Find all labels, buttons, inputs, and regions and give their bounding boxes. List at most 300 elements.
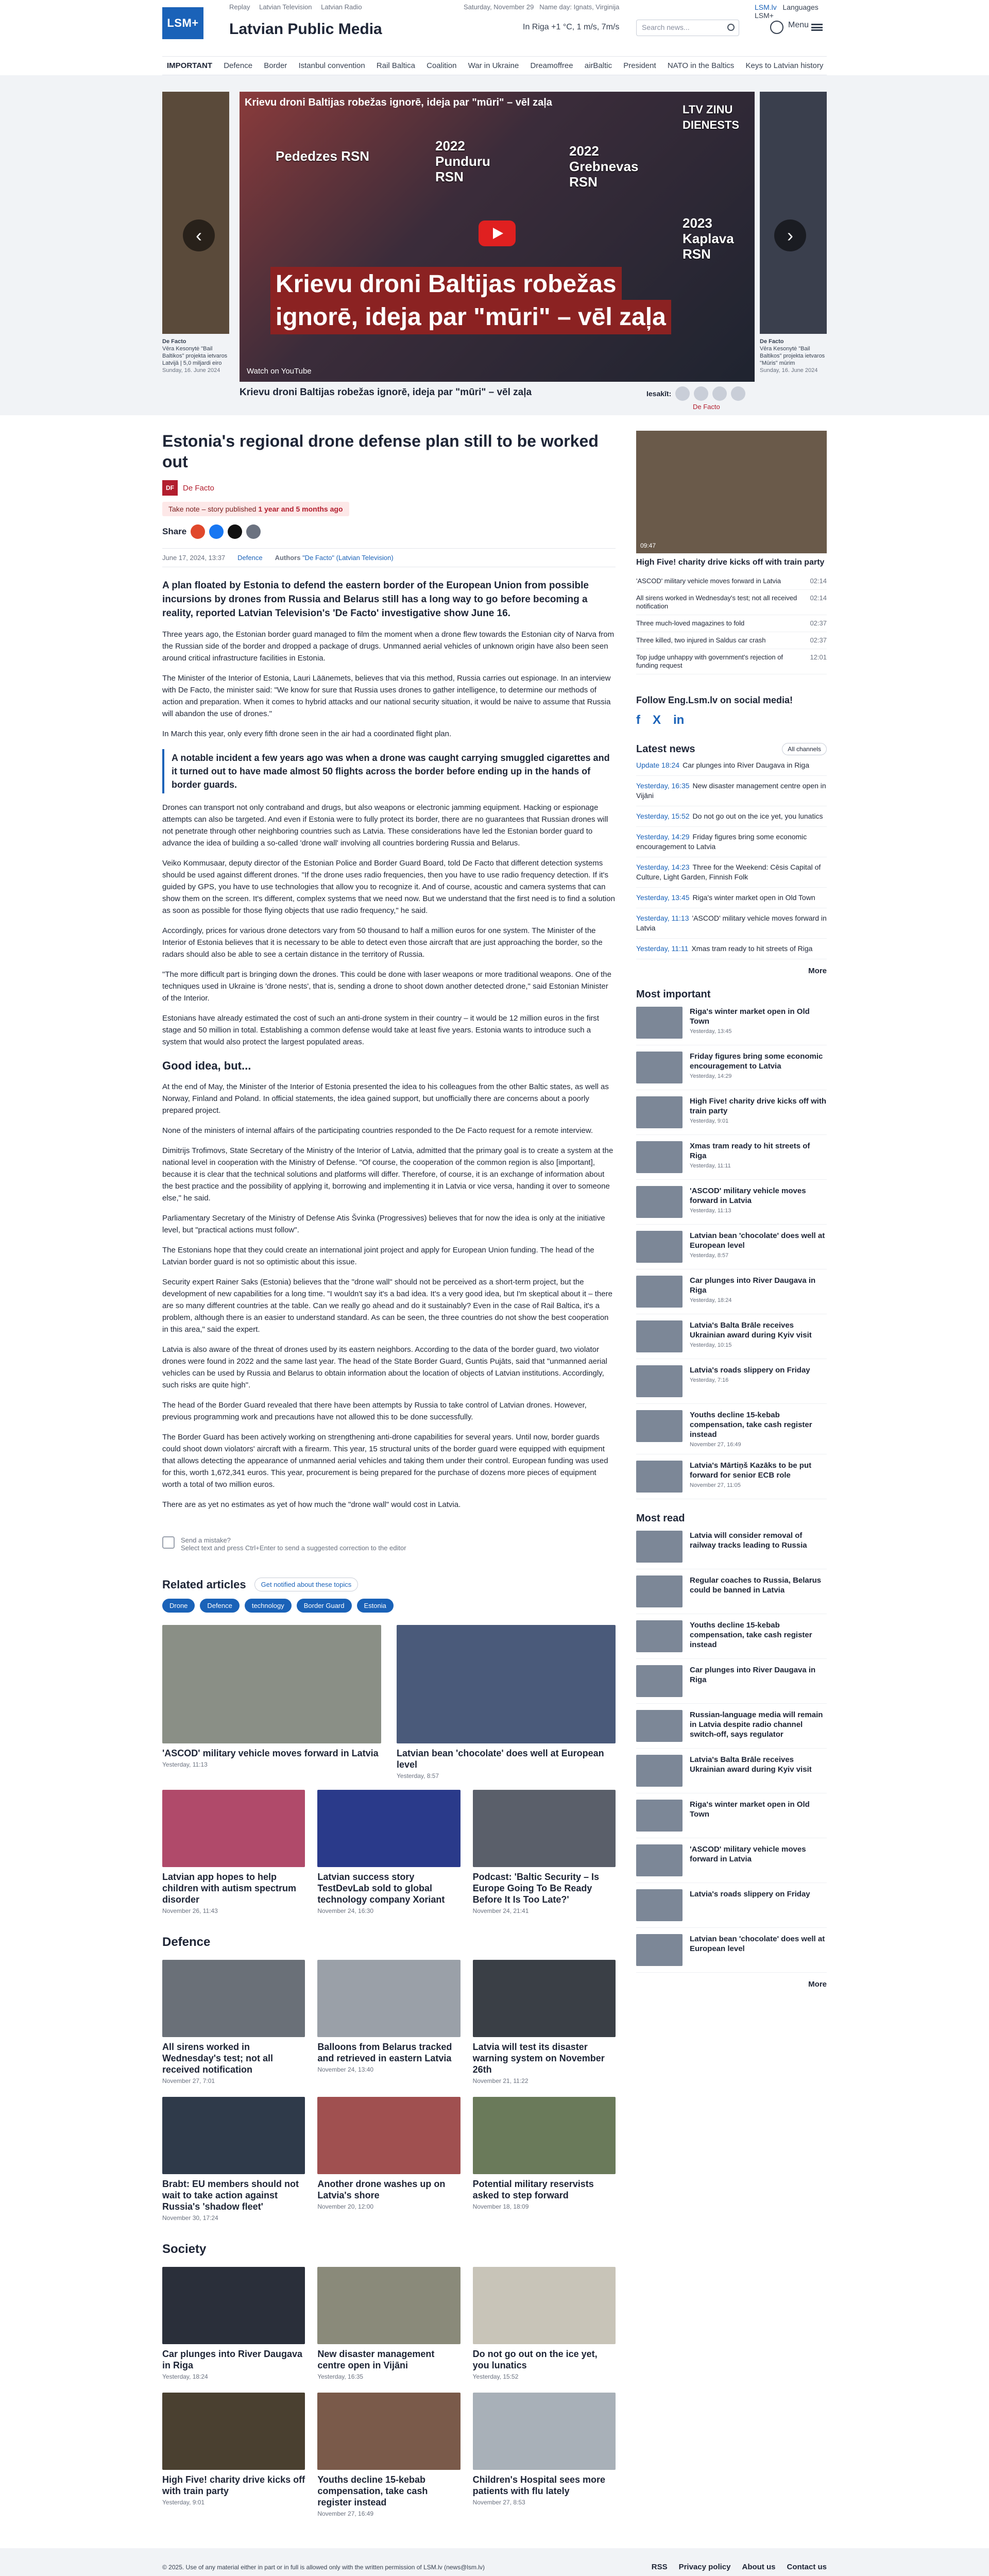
main-content [162,431,827,2517]
latest-list [636,755,827,959]
facebook-icon[interactable]: f [636,713,640,727]
important-item[interactable] [636,1454,827,1499]
video-item-title[interactable]: Three much-loved magazines to fold [636,619,745,627]
read-item[interactable] [636,1838,827,1883]
pencil-icon [162,1536,175,1549]
video-item-time: 02:14 [810,594,827,602]
item-thumb[interactable] [636,1461,683,1493]
latest-time: Yesterday, 14:29 [636,833,690,841]
item-title[interactable]: Latvia's roads slippery on Friday [690,1366,810,1375]
paragraph: Parliamentary Secretary of the Ministry of Defense Atis Švinka (Progressives) believes that for now the idea is only at the initiative level, but "practical actions must follow". [162,1214,605,1234]
item-title[interactable]: Latvian bean 'chocolate' does well at European level [690,1935,825,1953]
item-title[interactable]: Latvian bean 'chocolate' does well at European level [690,1231,825,1250]
latest-title-text[interactable]: Riga's winter market open in Old Town [692,893,815,902]
society-card[interactable] [317,2267,460,2380]
item-thumb[interactable] [636,1620,683,1652]
map-label-grebnevas: 2022 Grebnevas RSN [569,143,639,190]
video-list-item[interactable] [636,632,827,649]
article-title: Estonia's regional drone defense plan still to be worked out [162,432,599,471]
item-title[interactable]: Latvia's Mārtiņš Kazāks to be put forward for senior ECB role [690,1461,812,1480]
card-title[interactable]: Do not go out on the ice yet, you lunatics [472,2349,598,2370]
defence-card[interactable] [473,2097,616,2222]
card-date: Yesterday, 18:24 [162,2373,208,2380]
latest-item[interactable] [636,857,827,888]
society-card[interactable] [473,2267,616,2380]
card-date: Yesterday, 11:13 [162,1761,208,1768]
paragraph: Accordingly, prices for various drone detectors vary from 50 thousand to half a million euros for one system. The Minister of the Interior of Estonia believes that it is necessary to be able to detect even those aircraft that are just approaching the border, so the radars should also be able to see a certain distance in the territory of Russia. [162,926,603,959]
card-image[interactable] [397,1625,616,1743]
next-cap-title: De Facto [760,338,784,345]
defence-card[interactable] [473,1960,616,2084]
latest-title-text[interactable]: Car plunges into River Daugava in Riga [683,761,809,769]
article-subheading: Good idea, but... [162,1059,251,1072]
item-date: Yesterday, 7:16 [690,1377,729,1383]
card-title[interactable]: Podcast: 'Baltic Security – Is Europe Going To Be Ready Before It Is Too Late?' [472,1872,600,1905]
nav-keys-history[interactable]: Keys to Latvian history [745,61,824,70]
card-title[interactable]: Latvia will test its disaster warning system on November 26th [472,2042,605,2075]
important-item[interactable] [636,1269,827,1314]
toplink-lr[interactable]: Latvian Radio [321,3,362,11]
item-thumb[interactable] [636,1844,683,1876]
article-lead: A plan floated by Estonia to defend the eastern border of the European Union from possible incursions by drones from Russia and Belarus still has a long way to go before becoming a reality, reported Latvian Television's 'De Facto' investigative show June 16. [162,580,589,619]
prev-cap-title: De Facto [162,338,186,345]
card-title[interactable]: 'ASCOD' military vehicle moves forward in Latvia [162,1748,379,1758]
x-icon[interactable]: X [653,713,661,727]
item-thumb[interactable] [636,1755,683,1787]
society-card[interactable] [473,2393,616,2517]
paragraph: None of the ministers of internal affairs of the participating countries responded to the De Facto request for a remote interview. [162,1126,593,1135]
item-thumb[interactable] [636,1096,683,1128]
nav-war-ukraine[interactable]: War in Ukraine [468,61,519,70]
card-title[interactable]: High Five! charity drive kicks off with train party [162,2475,305,2496]
mistake-hint: Select text and press Ctrl+Enter to send a suggested correction to the editor [181,1544,406,1552]
item-title[interactable]: Latvia will consider removal of railway tracks leading to Russia [690,1531,807,1550]
defence-card[interactable] [162,1960,305,2084]
nav-nato[interactable]: NATO in the Baltics [667,61,735,70]
share-label: Share [162,527,187,536]
video-item-title[interactable]: 'ASCOD' military vehicle moves forward in Latvia [636,577,781,585]
item-thumb[interactable] [636,1410,683,1442]
nav-border[interactable]: Border [264,61,287,70]
card-date: November 27, 16:49 [317,2510,374,2517]
article-share [162,524,616,539]
video-list-item[interactable] [636,615,827,632]
map-label-pededzes: Pededzes RSN [276,148,370,164]
card-image[interactable] [473,2267,616,2344]
item-title[interactable]: Youths decline 15-kebab compensation, take cash register instead [690,1411,812,1439]
society-card[interactable] [317,2393,460,2517]
latest-title-text[interactable]: Do not go out on the ice yet, you lunatics [692,812,823,820]
important-item[interactable] [636,1090,827,1135]
card-title[interactable]: Balloons from Belarus tracked and retrieved in eastern Latvia [317,2042,452,2063]
latest-item[interactable] [636,908,827,939]
article-rubric[interactable]: Defence [237,554,263,562]
nav-important: IMPORTANT [167,61,213,70]
latest-title-text[interactable]: Three for the Weekend: Cēsis Capital of Culture, Light Garden, Finnish Folk [636,863,821,881]
important-item[interactable] [636,1135,827,1180]
hero-share [646,386,745,401]
video-item-time: 02:37 [810,619,827,627]
related-card[interactable] [162,1625,381,1780]
sidebar [636,431,827,2517]
search-input[interactable] [636,20,739,36]
latest-item[interactable] [636,888,827,908]
tag-technology[interactable]: technology [245,1599,292,1613]
hamburger-icon[interactable] [811,24,823,31]
video-list-item[interactable] [636,573,827,590]
item-thumb[interactable] [636,1007,683,1039]
map-label-kaplava: 2023 Kaplava RSN [683,215,734,262]
important-item[interactable] [636,1045,827,1090]
most-important-title: Most important [636,989,711,1000]
card-title[interactable]: Youths decline 15-kebab compensation, take cash register instead [317,2475,428,2507]
read-item[interactable] [636,1659,827,1704]
read-item[interactable] [636,1569,827,1614]
paragraph: Dimitrijs Trofimovs, State Secretary of the Ministry of the Interior of Latvia, admitted that the primary goal is to create a system at the national level in cooperation with the Ministry of Defense. "Of course, the cooperation of the common region is also [important], because it is clear that the technical solutions and platforms will differ. Therefore, of course, it is an exchange of information about the best practice and the possibility of applying it, borrowing and implementing it in Latvia or vice versa, handing it over to someone else," he said. [162,1146,613,1202]
video-player[interactable] [240,92,755,382]
copy-link-icon[interactable] [246,524,261,539]
card-image[interactable] [473,1790,616,1867]
prev-video-thumb[interactable] [162,92,229,334]
card-title[interactable]: Latvian bean 'chocolate' does well at European level [397,1748,604,1770]
lang-label[interactable]: Languages [782,3,819,11]
notice-text: Take note – story published [168,505,257,513]
next-cap-text: Vēra Kesonytė "Bail Baltikos" projekta ietvaros "Mūris" mūrim [760,346,825,366]
card-image[interactable] [473,2393,616,2470]
lang-current[interactable] [755,3,827,20]
footer-about[interactable]: About us [742,2563,776,2571]
latest-time: Yesterday, 11:13 [636,914,689,922]
latest-title-text[interactable]: New disaster management centre open in Vijāni [636,782,826,800]
paragraph: Latvia is also aware of the threat of drones used by its eastern neighbors. According to the data of the border guard, two violator drones were found in 2022 and the same last year. The head of the State Border Guard, Guntis Pujāts, said that "unmanned aerial vehicles can be used by Russia and Belarus to obtain information about the location of objects of Latvian institutions. Accordingly, such risks are quite high". [162,1345,607,1389]
card-title[interactable]: New disaster management centre open in Vijāni [317,2349,435,2370]
item-thumb[interactable] [636,1710,683,1742]
user-icon[interactable] [770,21,783,34]
item-title[interactable]: Car plunges into River Daugava in Riga [690,1276,816,1295]
item-thumb[interactable] [636,1231,683,1263]
related-card[interactable] [397,1625,616,1780]
item-title[interactable]: Regular coaches to Russia, Belarus could be banned in Latvia [690,1576,822,1595]
latest-item[interactable] [636,827,827,857]
defence-section-title[interactable]: Defence [162,1935,211,1949]
share-draugiem-icon[interactable] [675,386,690,401]
topic-nav [162,57,827,75]
related-top [162,1625,616,1780]
paragraph: In March this year, only every fifth drone seen in the air had a coordinated flight plan. [162,730,452,738]
video-item-title[interactable]: Three killed, two injured in Saldus car crash [636,636,766,644]
carousel-next-icon[interactable]: › [774,219,806,251]
tag-estonia[interactable]: Estonia [357,1599,394,1613]
latest-item[interactable] [636,755,827,776]
lsm-logo[interactable]: LSM+ [162,7,203,39]
defence-grid [162,1960,616,2222]
draugiem-icon[interactable] [191,524,205,539]
item-date: Yesterday, 8:57 [690,1252,729,1259]
tag-defence[interactable]: Defence [200,1599,239,1613]
item-title[interactable]: Riga's winter market open in Old Town [690,1007,810,1026]
paragraph: Security expert Rainer Saks (Estonia) believes that the "drone wall" should not be perceived as a short-term project, but the development of new capabilities for a long time. "I wouldn't say it's a bad idea. It's a very good idea, but I'm skeptical about it – there are so many different countries at the table. Can we really go ahead and do it sustainably? Even in the case of Rail Baltica, it's a problem, although there is an easier to understand standard. As can be seen, the three countries do not show the best cooperation in this area," said the expert. [162,1278,612,1334]
article-authors [275,554,394,562]
nav-coalition[interactable]: Coalition [427,61,457,70]
card-image[interactable] [317,1960,460,2037]
video-item-time: 12:01 [810,653,827,661]
search-icon[interactable] [727,24,735,31]
item-title[interactable]: Friday figures bring some economic encouragement to Latvia [690,1052,823,1071]
hero-share-label: Iesakīt: [646,389,672,398]
card-title[interactable]: Potential military reservists asked to step forward [472,2179,594,2200]
most-important-list [636,1001,827,1499]
share-facebook-icon[interactable] [694,386,708,401]
footer-rss[interactable]: RSS [651,2563,668,2571]
video-item-title[interactable]: All sirens worked in Wednesday's test; not all received notification [636,594,797,610]
important-item[interactable] [636,1404,827,1454]
important-item[interactable] [636,1359,827,1404]
important-item[interactable] [636,1001,827,1045]
item-title[interactable]: Car plunges into River Daugava in Riga [690,1666,816,1684]
latest-title-text[interactable]: Friday figures bring some economic encouragement to Latvia [636,833,807,851]
card-image[interactable] [317,2267,460,2344]
card-date: Yesterday, 15:52 [472,2373,519,2380]
channels-dropdown[interactable]: All channels [782,743,827,755]
item-date: Yesterday, 18:24 [690,1297,732,1303]
related-card[interactable] [162,1790,305,1914]
tag-drone[interactable]: Drone [162,1599,195,1613]
date-bar [464,3,619,11]
toplink-ltv[interactable]: Latvian Television [259,3,312,11]
card-image[interactable] [162,1960,305,2037]
latest-item[interactable] [636,776,827,806]
card-image[interactable] [317,2393,460,2470]
weather-widget[interactable]: In Riga +1 °C, 1 m/s, 7m/s [523,23,620,31]
nav-rail-baltica[interactable]: Rail Baltica [376,61,415,70]
nav-istanbul[interactable]: Istanbul convention [298,61,365,70]
society-card[interactable] [162,2267,305,2380]
read-item[interactable] [636,1704,827,1749]
lang-lsmplus[interactable]: LSM+ [755,11,774,20]
facebook-icon[interactable] [209,524,224,539]
read-item[interactable] [636,1928,827,1973]
item-thumb[interactable] [636,1665,683,1697]
paragraph: The Border Guard has been actively working on strengthening anti-drone capabilities for several years. Until now, border guards could shoot down violators' aircraft with a firearm. This year, 15 structural units of the border guard were equipped with equipment that allows detecting the appearance of unmanned aerial vehicles and taking them under their control. European funding was used for this, worth 1,672,341 euros. This year, procurement is being prepared for the purchase of dozens more pieces of equipment worth a total of two million euros. [162,1433,608,1489]
card-title[interactable]: Brabt: EU members should not wait to take action against Russia's 'shadow fleet' [162,2179,299,2212]
card-date: Yesterday, 16:35 [317,2373,364,2380]
prev-cap-date: Sunday, 16. June 2024 [162,367,220,374]
item-date: Yesterday, 14:29 [690,1073,732,1079]
item-title[interactable]: Riga's winter market open in Old Town [690,1800,810,1819]
hero-video-title[interactable]: Krievu droni Baltijas robežas ignorē, ideja par "mūri" – vēl zaļa [240,387,532,398]
carousel-prev-icon[interactable]: ‹ [183,219,215,251]
item-thumb[interactable] [636,1365,683,1397]
footer-links [652,2563,827,2571]
card-date: November 30, 17:24 [162,2214,218,2222]
card-title[interactable]: All sirens worked in Wednesday's test; not all received notification [162,2042,273,2075]
share-x-icon[interactable] [712,386,727,401]
item-title[interactable]: 'ASCOD' military vehicle moves forward in Latvia [690,1187,806,1205]
defence-card[interactable] [317,1960,460,2084]
card-image[interactable] [317,2097,460,2174]
card-title[interactable]: Latvian app hopes to help children with autism spectrum disorder [162,1872,297,1905]
latest-more-button[interactable]: More [808,967,827,975]
item-thumb[interactable] [636,1531,683,1563]
item-title[interactable]: Xmas tram ready to hit streets of Riga [690,1142,810,1160]
defence-card[interactable] [317,2097,460,2222]
x-icon[interactable] [228,524,242,539]
card-title[interactable]: Children's Hospital sees more patients with flu lately [472,2475,606,2496]
nav-president[interactable]: President [623,61,656,70]
article-source[interactable] [162,480,616,496]
related-title: Related articles [162,1578,246,1591]
video-headline-2: ignorē, ideja par "mūri" – vēl zaļa [270,300,671,334]
authors-label: Authors [275,554,301,562]
item-thumb[interactable] [636,1141,683,1173]
lang-lsmlv[interactable]: LSM.lv [755,3,777,11]
item-thumb[interactable] [636,1052,683,1083]
item-title[interactable]: Latvia's Balta Brāle receives Ukrainian award during Kyiv visit [690,1321,812,1340]
society-card[interactable] [162,2393,305,2517]
toplink-replay[interactable]: Replay [229,3,250,11]
card-title[interactable]: Car plunges into River Daugava in Riga [162,2349,303,2370]
social-links [636,713,827,727]
latest-item[interactable] [636,939,827,959]
read-item[interactable] [636,1614,827,1659]
youtube-play-icon[interactable] [479,221,516,246]
item-date: Yesterday, 13:45 [690,1028,732,1035]
card-image[interactable] [162,2267,305,2344]
item-title[interactable]: High Five! charity drive kicks off with train party [690,1097,827,1115]
nav-dreamoffree[interactable]: Dreamoffree [530,61,573,70]
watch-on-youtube[interactable]: Watch on YouTube [247,367,312,376]
paragraph: "The more difficult part is bringing down the drones. This could be done with laser weapons or more traditional weapons. One of the techniques used in Ukraine is 'drone nests', that is, sending a drone to shoot down another detected drone," said Estonian Minister of the Interior. [162,970,611,1003]
nav-defence[interactable]: Defence [224,61,253,70]
card-image[interactable] [473,1960,616,2037]
important-item[interactable] [636,1180,827,1225]
latest-title-text[interactable]: Xmas tram ready to hit streets of Riga [691,944,813,953]
card-date: November 18, 18:09 [472,2203,529,2210]
related-card[interactable] [317,1790,460,1914]
card-title[interactable]: Another drone washes up on Latvia's shore [317,2179,446,2200]
notify-topics-button[interactable]: Get notified about these topics [254,1578,359,1591]
linkedin-icon[interactable]: in [673,713,685,727]
item-thumb[interactable] [636,1186,683,1218]
read-item[interactable] [636,1883,827,1928]
video-hero [0,75,989,415]
sidebar-video-list [636,573,827,674]
related-header [162,1578,616,1591]
card-date: November 24, 21:41 [472,1907,529,1914]
map-label-punduru: 2022 Punduru RSN [435,138,490,184]
latest-time: Yesterday, 15:52 [636,812,690,820]
defacto-logo: DF [162,480,178,496]
defence-card[interactable] [162,2097,305,2222]
related-row [162,1790,616,1914]
paragraph: Estonians have already estimated the cost of such an anti-drone system in their country – it would be 12 million euros in the first stage and 50 million in total. Establishing a common defense would take at least five years. Estonia wants to introduce such a system that would also protect the largest populated areas. [162,1014,599,1046]
latest-title-text[interactable]: 'ASCOD' military vehicle moves forward in Latvia [636,914,827,932]
item-thumb[interactable] [636,1934,683,1966]
article [162,431,616,2517]
card-image[interactable] [317,1790,460,1867]
next-video-thumb[interactable] [760,92,827,334]
read-item[interactable] [636,1524,827,1569]
read-more-button[interactable]: More [808,1980,827,1989]
card-image[interactable] [162,2393,305,2470]
latest-time: Yesterday, 14:23 [636,863,690,871]
read-item[interactable] [636,1793,827,1838]
pull-quote: A notable incident a few years ago was when a drone was caught carrying smuggled cigarettes and it turned out to have made almost 50 flights across the border before ending up in the hands of border guards. [162,749,616,793]
item-thumb[interactable] [636,1276,683,1308]
related-card[interactable] [473,1790,616,1914]
site-name: Latvian Public Media [229,21,382,38]
tag-border-guard[interactable]: Border Guard [297,1599,352,1613]
card-date: November 21, 11:22 [472,2077,528,2084]
item-title[interactable]: 'ASCOD' military vehicle moves forward in Latvia [690,1845,806,1863]
next-cap-date: Sunday, 16. June 2024 [760,367,818,374]
menu-label[interactable]: Menu [788,21,809,29]
footer-privacy[interactable]: Privacy policy [678,2563,731,2571]
video-item-title[interactable]: Top judge unhappy with government's rejection of funding request [636,653,783,669]
notice-age: 1 year and 5 months ago [258,505,343,513]
card-image[interactable] [162,2097,305,2174]
card-image[interactable] [473,2097,616,2174]
site-footer [0,2548,989,2576]
latest-item[interactable] [636,806,827,827]
sidebar-video[interactable] [636,431,827,553]
item-thumb[interactable] [636,1800,683,1832]
prev-cap-text: Vēra Kesonytė "Bail Baltikos" projekta ietvaros Latvijā | 5,0 miljardi eiro [162,346,228,366]
share-link-icon[interactable] [731,386,745,401]
article-meta [162,548,616,567]
important-item[interactable] [636,1225,827,1269]
source-name[interactable]: De Facto [183,483,214,493]
author-name[interactable]: "De Facto" (Latvian Television) [302,554,394,562]
hero-source-badge[interactable]: De Facto [693,403,720,411]
item-title[interactable]: Latvia's Balta Brāle receives Ukrainian award during Kyiv visit [690,1755,812,1774]
item-title[interactable]: Russian-language media will remain in Latvia despite radio channel switch-off, says regulator [690,1710,823,1739]
item-thumb[interactable] [636,1575,683,1607]
latest-title[interactable]: Latest news [636,743,695,755]
latest-header [636,743,827,755]
paragraph: There are as yet no estimates as yet of how much the "drone wall" would cost in Latvia. [162,1500,461,1509]
paragraph: Drones can transport not only contraband and drugs, but also weapons or electronic jamming equipment. Hacking or espionage attempts can also be targeted. And even if Estonia were to fully protect its border, there are no guarantees that Russian drones will not penetrate through other neighboring countries such as Latvia. These considerations have led the Estonian border guard to advance the idea of building a so-called 'drone wall' involving all countries bordering Russia and Belarus. [162,803,608,848]
card-image[interactable] [162,1790,305,1867]
next-video-caption[interactable] [760,338,827,374]
current-date: Saturday, November 29 [464,3,534,11]
read-item[interactable] [636,1749,827,1793]
item-thumb[interactable] [636,1889,683,1921]
article-date: June 17, 2024, 13:37 [162,554,226,562]
item-thumb[interactable] [636,1320,683,1352]
old-story-notice [162,502,349,516]
latest-time: Update 18:24 [636,761,680,769]
video-list-item[interactable] [636,590,827,615]
card-title[interactable]: Latvian success story TestDevLab sold to global technology company Xoriant [317,1872,445,1905]
card-date: Yesterday, 8:57 [397,1772,439,1780]
card-image[interactable] [162,1625,381,1743]
item-title[interactable]: Latvia's roads slippery on Friday [690,1890,810,1899]
most-read-title: Most read [636,1513,685,1524]
item-title[interactable]: Youths decline 15-kebab compensation, take cash register instead [690,1621,812,1649]
paragraph: The Minister of the Interior of Estonia, Lauri Läänemets, believes that via this method, Russia carries out espionage. In an interview with De Facto, the minister said: "We know for sure that Russia uses drones to gather intelligence, to determine our methods of action and preparation. When it comes to hybrid attacks and our national security situation, it would be naive to assume that Russia will abandon the use of drones." [162,674,611,718]
latest-time: Yesterday, 16:35 [636,782,690,790]
important-item[interactable] [636,1314,827,1359]
nav-airbaltic[interactable]: airBaltic [584,61,612,70]
footer-contact[interactable]: Contact us [787,2563,827,2571]
item-date: November 27, 16:49 [690,1442,741,1448]
society-section-title[interactable]: Society [162,2242,207,2256]
sidebar-video-title[interactable]: High Five! charity drive kicks off with train party [636,558,825,567]
video-list-item[interactable] [636,649,827,674]
topic-tags [162,1599,616,1613]
prev-video-caption[interactable] [162,338,229,374]
